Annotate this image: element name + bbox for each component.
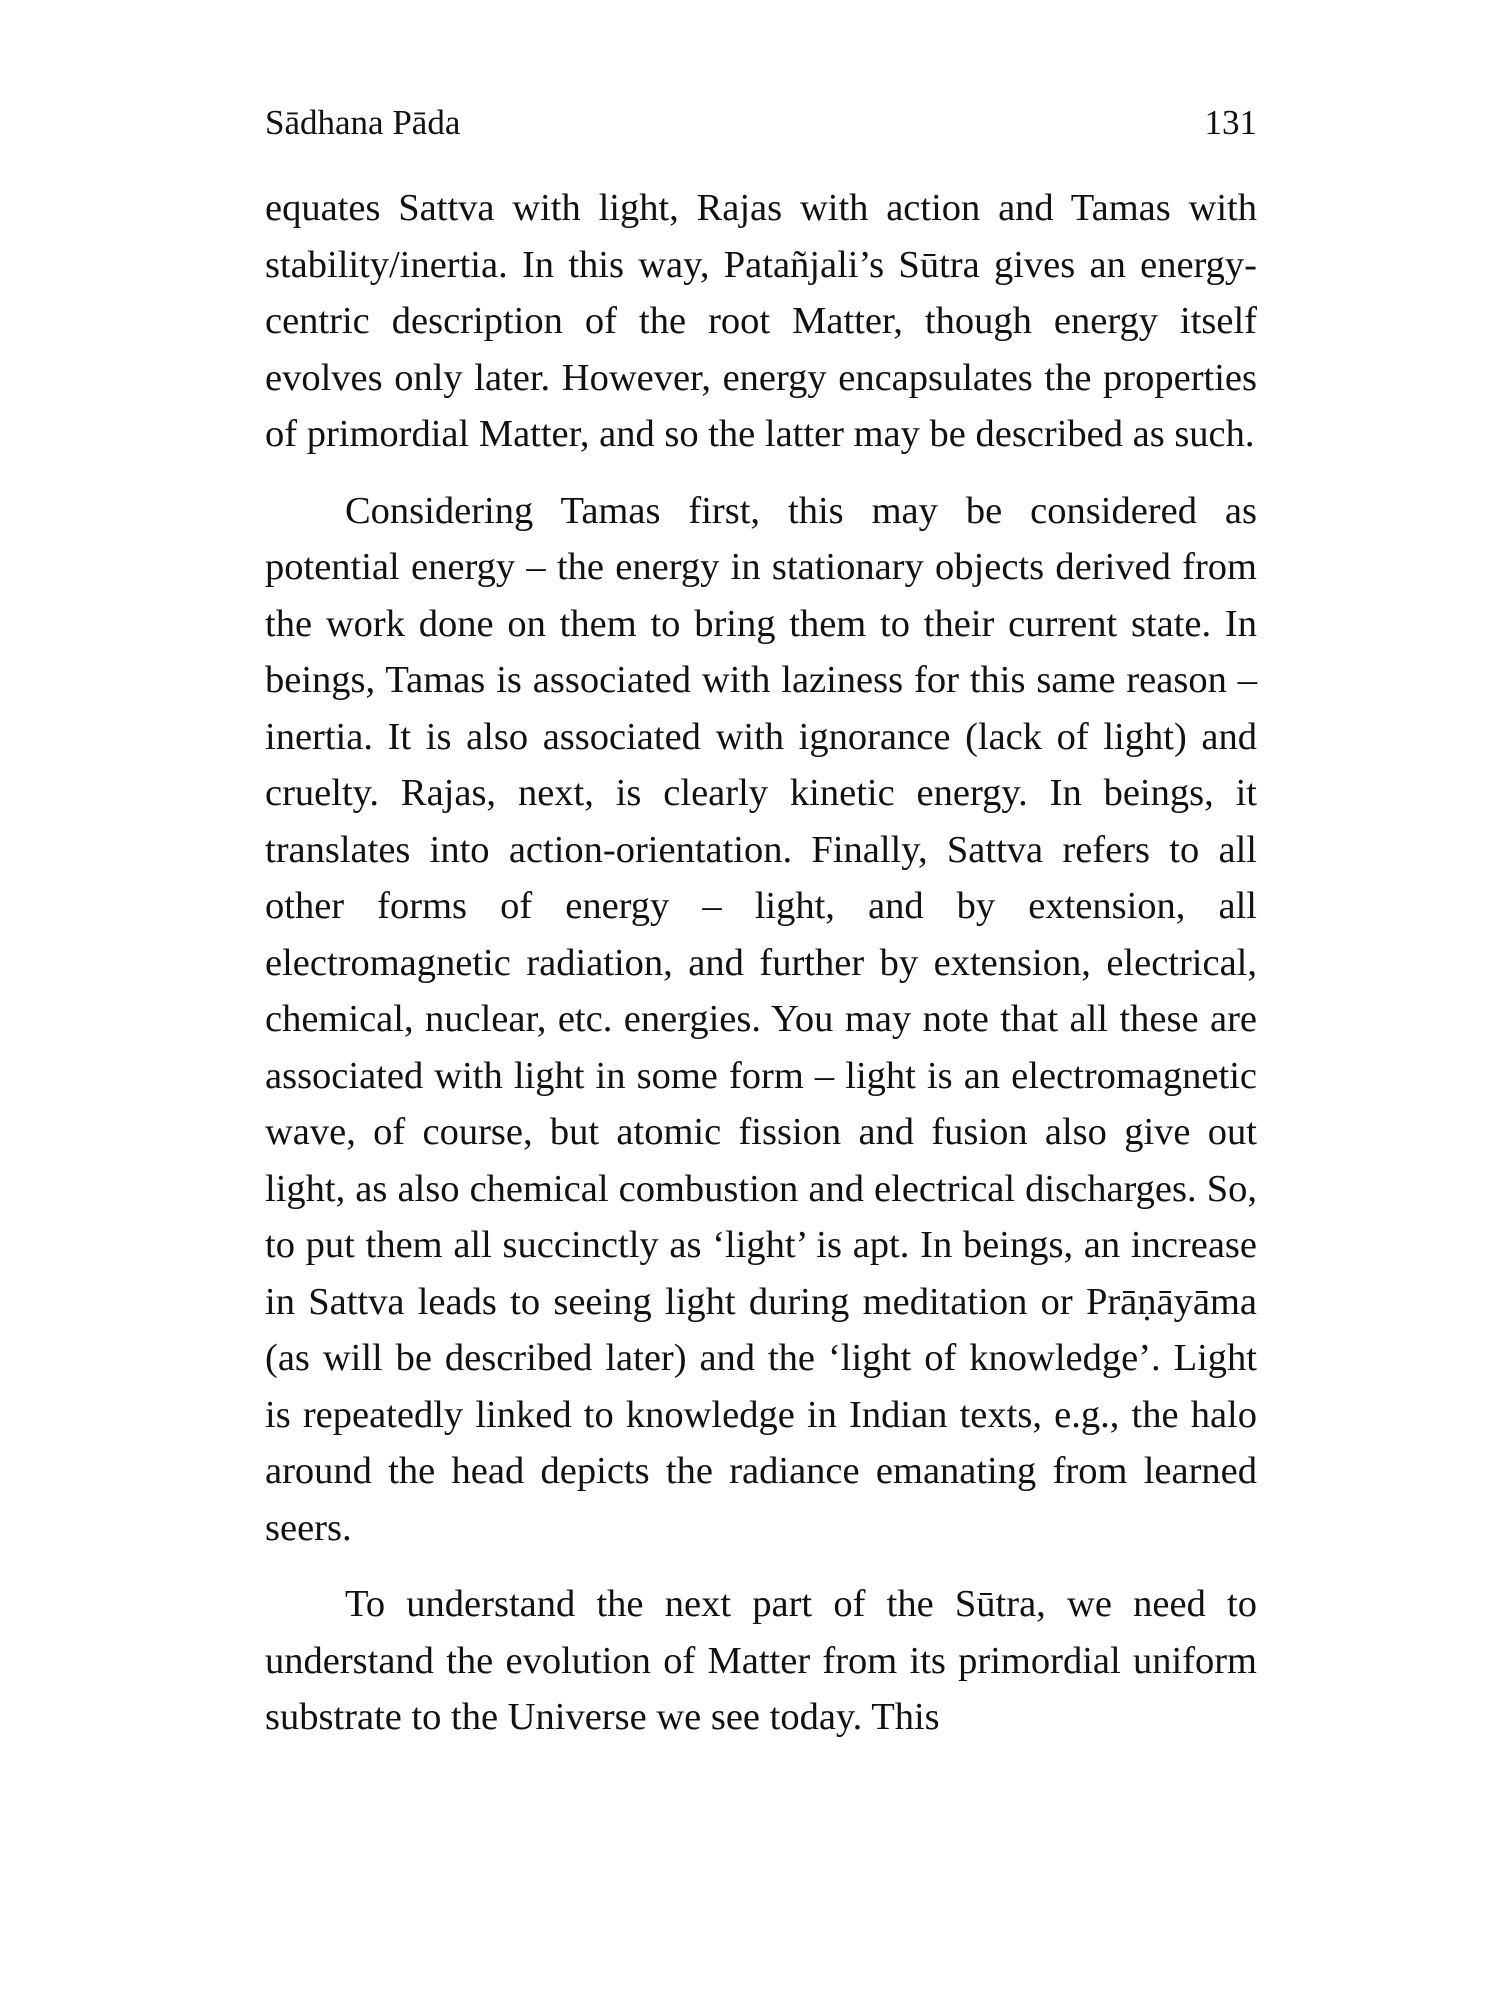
section-title: Sādhana Pāda	[265, 103, 461, 142]
paragraph-continued: equates Sattva with light, Rajas with action and Tamas with stability/inertia. In this way, Patañjali’s Sūtra gives an energy-centric description of the root Matter, though energy itself evolves only later. However, energy encapsulates the properties of primordial Matter, and so the latter may be described as such.	[265, 187, 1257, 455]
paragraph-tamas-rajas-sattva: Considering Tamas first, this may be considered as potential energy – the energy in stationary objects derived from the work done on them to bring them to their current state. In beings, Tamas is associated with laziness for this same reason – inertia. It is also associated with ignorance (lack of light) and cruelty. Rajas, next, is clearly kinetic energy. In beings, it translates into action-orientation. Finally, Sattva refers to all other forms of energy – light, and by extension, all electromagnetic radiation, and further by extension, electrical, chemical, nuclear, etc. energies. You may note that all these are associated with light in some form – light is an electromagnetic wave, of course, but atomic fission and fusion also give out light, as also chemical combustion and electrical discharges. So, to put them all succinctly as ‘light’ is apt. In beings, an increase in Sattva leads to seeing light during meditation or Prāṇāyāma (as will be described later) and the ‘light of knowledge’. Light is repeatedly linked to knowledge in Indian texts, e.g., the halo around the head depicts the radiance emanating from learned seers.	[265, 489, 1257, 1549]
page-number: 131	[1204, 103, 1257, 142]
book-page	[265, 0, 1257, 2000]
running-head	[265, 98, 1257, 148]
body-text	[265, 180, 1257, 1746]
paragraph-evolution-of-matter: To understand the next part of the Sūtra, we need to understand the evolution of Matter from its primordial uniform substrate to the Universe we see today. This	[265, 1583, 1257, 1738]
